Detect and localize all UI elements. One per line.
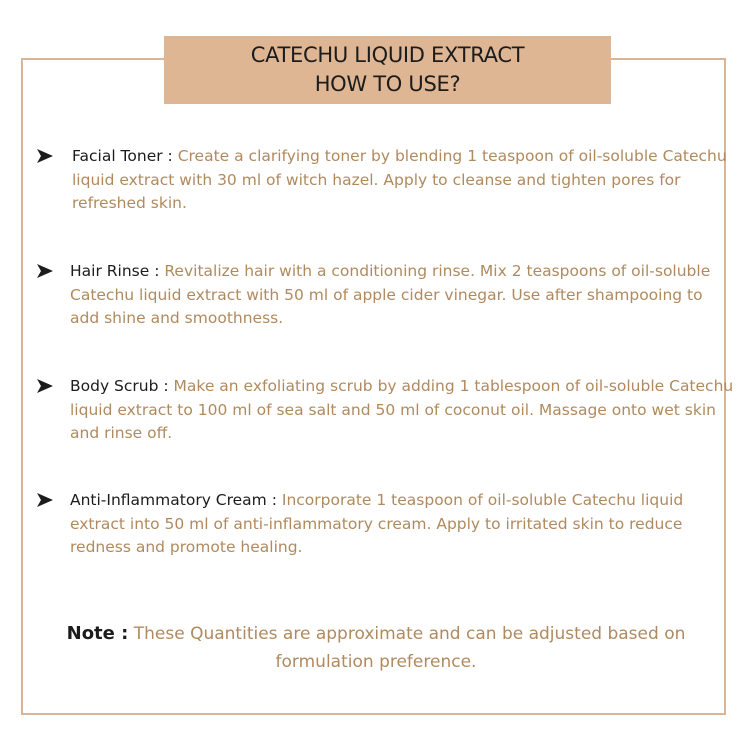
arrow-bullet-icon [36, 378, 54, 394]
note-label: Note : [66, 623, 129, 644]
usage-item-facial-toner [36, 145, 736, 216]
usage-item-text: Create a clarifying toner by blending 1 teaspoon of oil-soluble Catechu liquid extract with 30 ml of witch hazel. Apply to cleanse and tighten pores for refreshed skin. [72, 147, 727, 212]
usage-item-label: Body Scrub : [70, 377, 169, 395]
usage-item-text: Revitalize hair with a conditioning rinse. Mix 2 teaspoons of oil-soluble Catechu liquid extract with 50 ml of apple cider vinegar. Use after shampooing to add shine and smoothness. [70, 262, 711, 327]
usage-item-label: Hair Rinse : [70, 262, 160, 280]
usage-item-body-scrub [36, 375, 736, 446]
note-text: These Quantities are approximate and can be adjusted based on formulation preference. [133, 624, 686, 672]
usage-item-text: Incorporate 1 teaspoon of oil-soluble Catechu liquid extract into 50 ml of anti-inflammatory cream. Apply to irritated skin to reduce redness and promote healing. [70, 491, 684, 556]
usage-item-label: Anti-Inflammatory Cream : [70, 491, 277, 509]
arrow-bullet-icon [36, 492, 54, 508]
page-subtitle: HOW TO USE? [314, 72, 461, 96]
usage-item-anti-inflammatory-cream [36, 489, 736, 560]
title-banner [164, 36, 611, 104]
arrow-bullet-icon [36, 263, 54, 279]
usage-item-label: Facial Toner : [72, 147, 173, 165]
page-title: CATECHU LIQUID EXTRACT [250, 43, 525, 67]
note-section [36, 620, 716, 676]
arrow-bullet-icon [36, 148, 54, 164]
usage-item-text: Make an exfoliating scrub by adding 1 tablespoon of oil-soluble Catechu liquid extract to 100 ml of sea salt and 50 ml of coconut oil. Massage onto wet skin and rinse off. [70, 377, 734, 442]
usage-item-hair-rinse [36, 260, 736, 331]
